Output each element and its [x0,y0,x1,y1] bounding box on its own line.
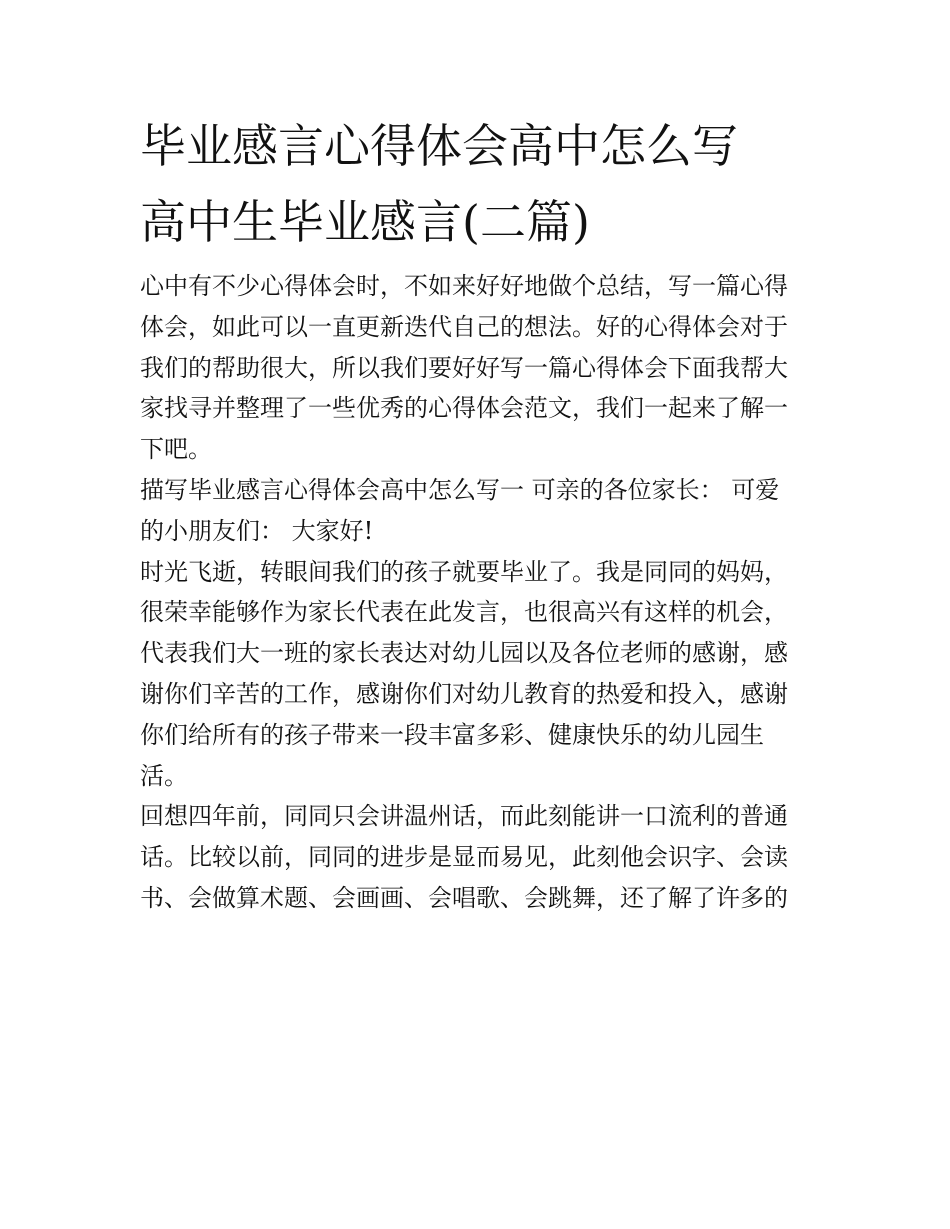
paragraph-intro [140,266,816,470]
document-content [140,108,816,919]
text-line: 书、会做算术题、会画画、会唱歌、会跳舞，还了解了许多的 [140,883,788,912]
text-line: 的小朋友们： 大家好! [140,516,374,545]
text-line: 回想四年前，同同只会讲温州话，而此刻能讲一口流利的普通 [140,802,788,831]
text-line: 活。 [140,761,188,790]
text-line: 代表我们大一班的家长表达对幼儿园以及各位老师的感谢，感 [140,639,788,668]
text-line: 下吧。 [140,435,212,464]
title-line-2: 高中生毕业感言(二篇) [140,195,590,249]
document-title [140,108,816,260]
text-line: 心中有不少心得体会时，不如来好好地做个总结，写一篇心得 [140,272,788,300]
paragraph-greeting [140,470,816,552]
text-line: 时光飞逝，转眼间我们的孩子就要毕业了。我是同同的妈妈， [140,557,788,586]
paragraph-thanks [140,552,816,797]
text-line: 你们给所有的孩子带来一段丰富多彩、健康快乐的幼儿园生 [140,720,764,749]
text-line: 我们的帮助很大，所以我们要好好写一篇心得体会下面我帮大 [140,353,788,382]
text-line: 体会，如此可以一直更新迭代自己的想法。好的心得体会对于 [140,312,788,341]
document-body [140,266,816,919]
text-line: 话。比较以前，同同的进步是显而易见，此刻他会识字、会读 [140,843,788,872]
title-line-1: 毕业感言心得体会高中怎么写 [140,119,738,173]
text-line: 家找寻并整理了一些优秀的心得体会范文，我们一起来了解一 [140,394,788,423]
text-line: 描写毕业感言心得体会高中怎么写一 可亲的各位家长： 可爱 [140,475,780,504]
paragraph-recollection [140,796,816,918]
text-line: 很荣幸能够作为家长代表在此发言，也很高兴有这样的机会， [140,598,788,627]
text-line: 谢你们辛苦的工作，感谢你们对幼儿教育的热爱和投入，感谢 [140,679,788,708]
